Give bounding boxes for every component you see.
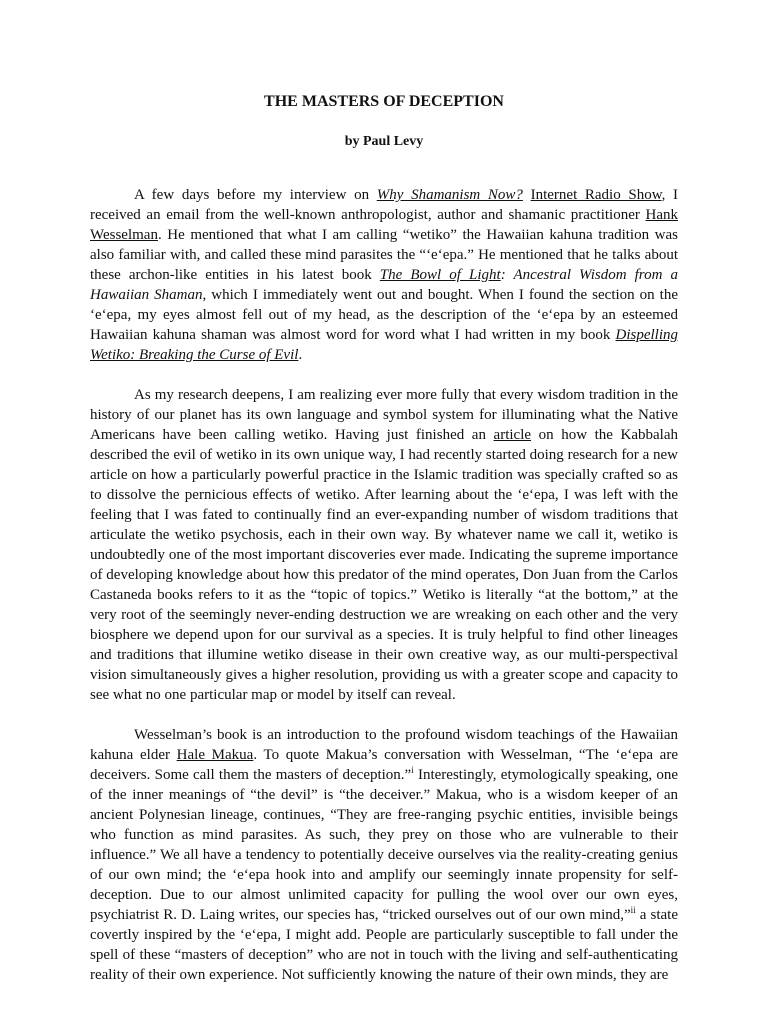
paragraph-intro xyxy=(90,185,678,365)
link-hank-wesselman[interactable]: Hank Wesselman xyxy=(90,207,678,243)
author-byline: by Paul Levy xyxy=(344,134,424,149)
paragraph-research xyxy=(90,385,678,705)
text-run xyxy=(523,187,531,203)
link-hale-makua[interactable]: Hale Makua xyxy=(176,747,254,763)
text-run: Interestingly, etymologically speaking, one of the inner meanings of “the devil” is “the deceiver.” Makua, who is a wisdom keeper of an ancient Polynesian lineage, continues, “They are free-ranging psychic entities, invisible beings who function as mind parasites. As such, they prey on those who are vulnerable to their influence.” We all have a tendency to potentially deceive ourselves via the reality-creating genius of our own mind; the ʻeʻepa hook into and amplify our seemingly innate propensity for self-deception. Due to our almost unlimited capacity for pulling the wool over our own eyes, psychiatrist R. D. Laing writes, our species has, “tricked ourselves out of our own mind,” xyxy=(90,767,678,923)
footnote-ref-ii[interactable]: ii xyxy=(630,905,636,915)
text-run: a state covertly inspired by the ʻeʻepa, I might add. People are particularly susceptible to fall under the spell of these “masters of deception” who are not in touch with the living and self-authenticating reality of their own experience. Not sufficiently knowing the nature of their own minds, they are xyxy=(90,907,678,983)
text-run: . To quote Makua’s conversation with Wesselman, “The ʻeʻepa are deceivers. Some call them the masters of deception.” xyxy=(90,747,678,783)
book-subtitle: : Ancestral Wisdom from a Hawaiian Shaman xyxy=(90,267,678,303)
link-bowl-of-light[interactable]: The Bowl of Light xyxy=(379,267,501,283)
text-run: , I received an email from the well-known anthropologist, author and shamanic practitioner xyxy=(90,187,679,223)
text-run: . He mentioned that what I am calling “wetiko” the Hawaiian kahuna tradition was also familiar with, and called these mind parasites the “ʻeʻepa.” He mentioned that he talks about these archon-like entities in his latest book xyxy=(90,227,678,283)
link-why-shamanism-now[interactable]: Why Shamanism Now? xyxy=(376,187,523,203)
text-run: . xyxy=(298,347,303,363)
link-dispelling-wetiko[interactable]: Dispelling Wetiko: Breaking the Curse of Evil xyxy=(90,327,678,363)
text-run: A few days before my interview on xyxy=(134,187,377,203)
link-internet-radio-show[interactable]: Internet Radio Show xyxy=(530,187,662,203)
document-title: THE MASTERS OF DECEPTION xyxy=(264,93,504,110)
text-run: As my research deepens, I am realizing ever more fully that every wisdom tradition in the history of our planet has its own language and symbol system for illuminating what the Native Americans have been calling wetiko. Having just finished an xyxy=(90,387,678,443)
paragraph-makua xyxy=(90,725,678,985)
document-page xyxy=(90,92,678,985)
link-article[interactable]: article xyxy=(493,427,532,443)
text-run: on how the Kabbalah described the evil of wetiko in its own unique way, I had recently started doing research for a new article on how a particularly powerful practice in the Islamic tradition was specially crafted so as to dissolve the pernicious effects of wetiko. After learning about the ʻeʻepa, I was left with the feeling that I was fated to continually find an ever-expanding number of wisdom traditions that articulate the wetiko psychosis, each in their own way. By whatever name we call it, wetiko is undoubtedly one of the most important discoveries ever made. Indicating the supreme importance of developing knowledge about how this predator of the mind operates, Don Juan from the Carlos Castaneda books refers to it as the “topic of topics.” Wetiko is literally “at the bottom,” at the very root of the seemingly never-ending destruction we are wreaking on each other and the very biosphere we depend upon for our survival as a species. It is truly helpful to find other lineages and traditions that illumine wetiko disease in their own creative way, as our multi-perspectival vision simultaneously gives a higher resolution, providing us with a greater scope and capacity to see what no one particular map or model by itself can reveal. xyxy=(90,427,678,703)
text-run: , which I immediately went out and bought. When I found the section on the ʻeʻepa, my eyes almost fell out of my head, as the description of the ʻeʻepa by an esteemed Hawaiian kahuna shaman was almost word for word what I had written in my book xyxy=(90,287,678,343)
footnote-ref-i[interactable]: i xyxy=(411,765,414,775)
text-run: Wesselman’s book is an introduction to the profound wisdom teachings of the Hawaiian kahuna elder xyxy=(90,727,678,763)
